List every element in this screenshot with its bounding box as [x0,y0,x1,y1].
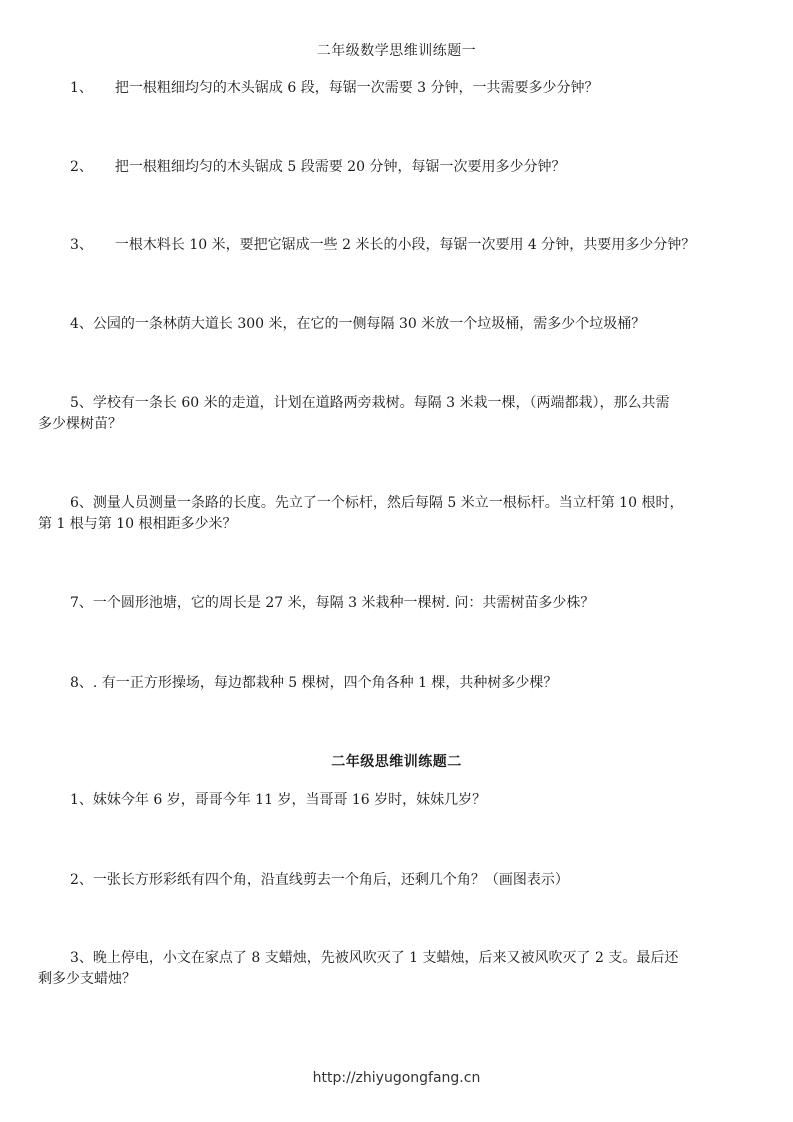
question-number: 7、 [70,595,93,611]
question-number: 1、 [70,792,93,808]
s1-question-3 [38,235,760,256]
s1-question-1 [38,78,760,99]
question-text: 妹妹今年 6 岁，哥哥今年 11 岁，当哥哥 16 岁时，妹妹几岁？ [92,792,487,808]
question-text: 测量人员测量一条路的长度。先立了一个标杆，然后每隔 5 米立一根标杆。当立杆第 10 根时， [92,495,684,511]
question-number: 6、 [70,495,93,511]
question-number: 2、 [70,872,93,888]
question-text: 把一根粗细均匀的木头锯成 5 段需要 20 分钟，每锯一次要用多少分钟？ [114,159,566,175]
question-number: 5、 [70,395,93,411]
question-text: . 有一正方形操场，每边都栽种 5 棵树，四个角各种 1 棵，共种树多少棵？ [92,675,558,691]
question-number: 4、 [70,316,93,332]
question-number: 3、 [70,237,93,253]
question-text: 一张长方形彩纸有四个角，沿直线剪去一个角后，还剩几个角？（画图表示） [92,872,569,888]
section2-title: 二年级思维训练题二 [331,754,462,770]
question-text-continued: 多少棵树苗？ [38,416,122,432]
s1-question-6 [38,493,760,535]
question-text: 公园的一条林荫大道长 300 米，在它的一侧每隔 30 米放一个垃圾桶，需多少个垃圾桶？ [92,316,646,332]
s1-question-2 [38,157,760,178]
s1-question-4 [38,314,760,335]
question-text-continued: 剩多少支蜡烛？ [38,971,136,987]
footer-url[interactable]: http://zhiyugongfang.cn [312,1070,481,1086]
s1-question-8 [38,673,760,694]
question-number: 8、 [70,675,93,691]
question-text: 学校有一条长 60 米的走道，计划在道路两旁栽树。每隔 3 米栽一棵，（两端都栽），那么共需 [92,395,670,411]
question-number: 2、 [70,159,93,175]
question-text: 一个圆形池塘，它的周长是 27 米，每隔 3 米栽种一棵树. 问：共需树苗多少株？ [92,595,595,611]
question-text: 把一根粗细均匀的木头锯成 6 段，每锯一次需要 3 分钟，一共需要多少分钟？ [114,80,599,96]
s2-question-2 [38,870,760,891]
question-number: 1、 [70,80,93,96]
question-number: 3、 [70,950,93,966]
question-text: 晚上停电，小文在家点了 8 支蜡烛，先被风吹灭了 1 支蜡烛，后来又被风吹灭了 2 支。最后还 [92,950,679,966]
s1-question-7 [38,593,760,614]
section1-title: 二年级数学思维训练题一 [316,43,477,59]
s2-question-3 [38,948,760,990]
s1-question-5 [38,393,760,435]
s2-question-1 [38,790,760,811]
question-text-continued: 第 1 根与第 10 根相距多少米？ [38,516,237,532]
question-text: 一根木料长 10 米，要把它锯成一些 2 米长的小段，每锯一次要用 4 分钟，共要用多少分钟？ [114,237,696,253]
